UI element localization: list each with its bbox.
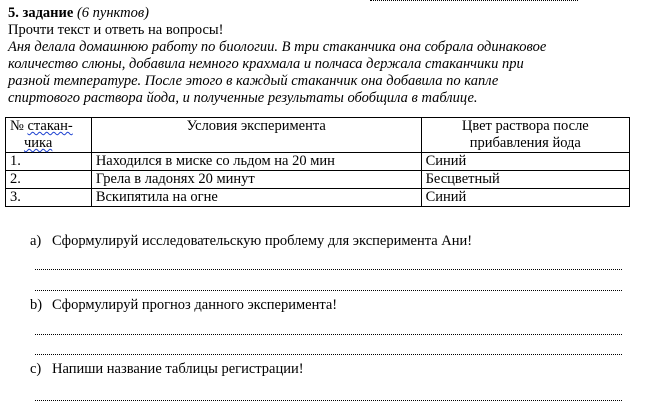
story-line: Аня делала домашнюю работу по биологии. В три стаканчика она собрала одинаковое bbox=[8, 39, 547, 55]
answer-line-c1[interactable] bbox=[35, 400, 622, 401]
cell-number: 1. bbox=[6, 153, 92, 171]
task-points: (6 пунктов) bbox=[76, 5, 149, 21]
results-table bbox=[5, 117, 630, 207]
top-dotted-line bbox=[370, 0, 578, 1]
answer-line-b1[interactable] bbox=[35, 334, 622, 335]
cell-color: Синий bbox=[421, 153, 629, 171]
question-a bbox=[30, 233, 472, 250]
question-text: Сформулируй прогноз данного эксперимента! bbox=[52, 297, 338, 313]
story-line: разной температуре. После этого в каждый стаканчик она добавила по капле bbox=[8, 73, 499, 89]
story-text bbox=[8, 39, 648, 107]
question-text: Напиши название таблицы регистрации! bbox=[52, 361, 304, 377]
answer-line-b2[interactable] bbox=[35, 354, 622, 355]
task-number: 5. задание bbox=[8, 5, 74, 21]
cell-number: 2. bbox=[6, 171, 92, 189]
question-b bbox=[30, 297, 337, 314]
story-line: спиртового раствора йода, и полученные результаты обобщила в таблице. bbox=[8, 90, 478, 106]
header-color: Цвет раствора после прибавления йода bbox=[421, 118, 629, 153]
task-heading bbox=[8, 5, 149, 22]
cell-condition: Находился в миске со льдом на 20 мин bbox=[91, 153, 421, 171]
table-row bbox=[6, 153, 630, 171]
header-cup-number: № стакан- чика bbox=[6, 118, 92, 153]
cell-number: 3. bbox=[6, 189, 92, 207]
table-header-row bbox=[6, 118, 630, 153]
question-text: Сформулируй исследовательскую проблему для эксперимента Ани! bbox=[52, 233, 473, 249]
question-letter: c) bbox=[30, 361, 42, 377]
task-instruction: Прочти текст и ответь на вопросы! bbox=[8, 22, 224, 38]
cell-condition: Вскипятила на огне bbox=[91, 189, 421, 207]
table-row bbox=[6, 171, 630, 189]
question-c bbox=[30, 361, 304, 378]
cell-condition: Грела в ладонях 20 минут bbox=[91, 171, 421, 189]
table-row bbox=[6, 189, 630, 207]
story-line: количество слюны, добавила немного крахмала и полчаса держала стаканчики при bbox=[8, 56, 524, 72]
answer-line-a1[interactable] bbox=[35, 269, 622, 270]
cell-color: Бесцветный bbox=[421, 171, 629, 189]
question-letter: a) bbox=[30, 233, 42, 249]
header-conditions: Условия эксперимента bbox=[91, 118, 421, 153]
question-letter: b) bbox=[30, 297, 43, 313]
answer-line-a2[interactable] bbox=[35, 290, 622, 291]
cell-color: Синий bbox=[421, 189, 629, 207]
